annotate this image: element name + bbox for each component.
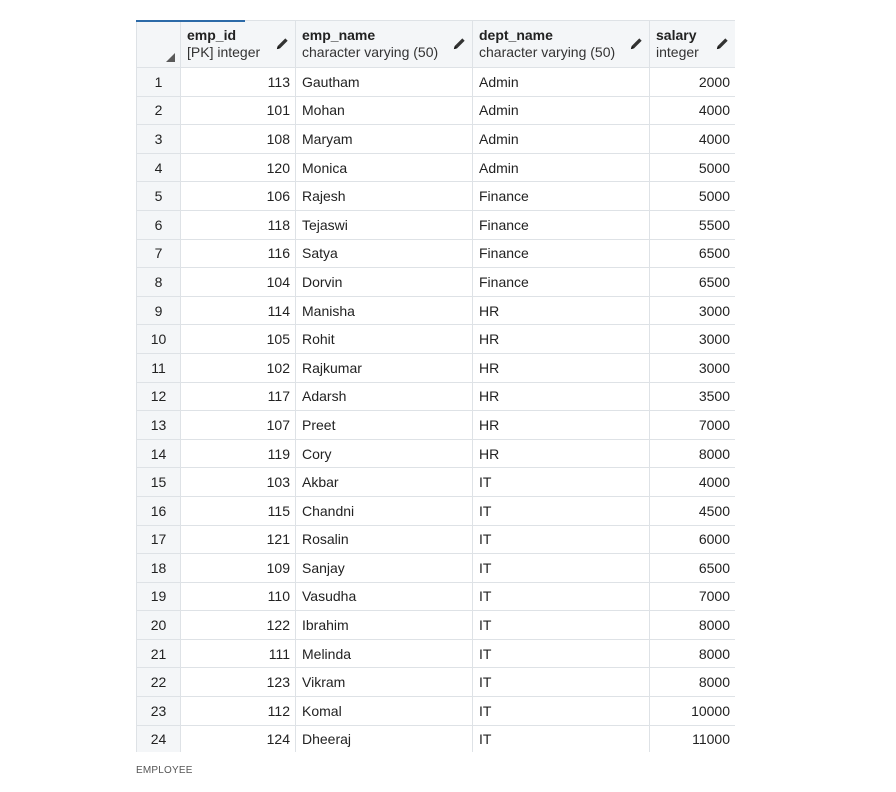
cell-salary[interactable]: 6500 [650, 239, 736, 268]
cell-emp-id[interactable]: 109 [181, 554, 296, 583]
cell-salary[interactable]: 2000 [650, 68, 736, 97]
row-number[interactable]: 9 [137, 296, 181, 325]
cell-salary[interactable]: 7000 [650, 582, 736, 611]
cell-salary[interactable]: 10000 [650, 697, 736, 726]
cell-emp-id[interactable]: 115 [181, 496, 296, 525]
cell-emp-name[interactable]: Gautham [296, 68, 473, 97]
cell-salary[interactable]: 3000 [650, 325, 736, 354]
row-number[interactable]: 23 [137, 697, 181, 726]
cell-emp-name[interactable]: Ibrahim [296, 611, 473, 640]
cell-dept-name[interactable]: IT [473, 496, 650, 525]
column-type: integer [656, 44, 699, 60]
header-row [137, 21, 736, 68]
cell-emp-name[interactable]: Vikram [296, 668, 473, 697]
cell-emp-name[interactable]: Adarsh [296, 382, 473, 411]
table-row[interactable] [137, 268, 736, 297]
pencil-icon[interactable] [275, 36, 290, 51]
cell-salary[interactable]: 8000 [650, 611, 736, 640]
cell-dept-name[interactable]: IT [473, 611, 650, 640]
table-row[interactable] [137, 296, 736, 325]
row-number[interactable]: 20 [137, 611, 181, 640]
column-selection-indicator [136, 20, 245, 22]
column-type: character varying (50) [479, 44, 616, 60]
cell-dept-name[interactable]: IT [473, 639, 650, 668]
cell-emp-id[interactable]: 112 [181, 697, 296, 726]
column-name: emp_name [302, 27, 376, 43]
row-number[interactable]: 16 [137, 496, 181, 525]
pencil-icon[interactable] [715, 36, 730, 51]
cell-emp-name[interactable]: Maryam [296, 125, 473, 154]
cell-dept-name[interactable]: HR [473, 439, 650, 468]
cell-salary[interactable]: 3000 [650, 296, 736, 325]
cell-salary[interactable]: 3500 [650, 382, 736, 411]
cell-emp-id[interactable]: 114 [181, 296, 296, 325]
cell-dept-name[interactable]: IT [473, 697, 650, 726]
cell-salary[interactable]: 8000 [650, 639, 736, 668]
cell-emp-id[interactable]: 103 [181, 468, 296, 497]
cell-emp-name[interactable]: Rajesh [296, 182, 473, 211]
cell-dept-name[interactable]: Admin [473, 96, 650, 125]
row-number[interactable]: 10 [137, 325, 181, 354]
cell-salary[interactable]: 4000 [650, 125, 736, 154]
cell-dept-name[interactable]: Finance [473, 182, 650, 211]
cell-emp-name[interactable]: Preet [296, 411, 473, 440]
cell-dept-name[interactable]: IT [473, 725, 650, 752]
cell-salary[interactable]: 8000 [650, 668, 736, 697]
cell-dept-name[interactable]: Admin [473, 153, 650, 182]
column-header-dept-name[interactable] [473, 21, 650, 68]
table-row[interactable] [137, 582, 736, 611]
row-number[interactable]: 12 [137, 382, 181, 411]
table-row[interactable] [137, 725, 736, 752]
column-name: dept_name [479, 27, 553, 43]
row-number[interactable]: 18 [137, 554, 181, 583]
cell-dept-name[interactable]: HR [473, 382, 650, 411]
cell-emp-id[interactable]: 123 [181, 668, 296, 697]
cell-emp-id[interactable]: 110 [181, 582, 296, 611]
column-header-salary[interactable] [650, 21, 736, 68]
table-row[interactable] [137, 382, 736, 411]
table-row[interactable] [137, 239, 736, 268]
cell-emp-name[interactable]: Monica [296, 153, 473, 182]
row-number[interactable]: 5 [137, 182, 181, 211]
column-type: [PK] integer [187, 44, 261, 60]
cell-emp-name[interactable]: Manisha [296, 296, 473, 325]
cell-emp-name[interactable]: Dheeraj [296, 725, 473, 752]
cell-emp-id[interactable]: 121 [181, 525, 296, 554]
cell-emp-id[interactable]: 117 [181, 382, 296, 411]
row-number[interactable]: 15 [137, 468, 181, 497]
table-row[interactable] [137, 325, 736, 354]
row-number[interactable]: 19 [137, 582, 181, 611]
cell-dept-name[interactable]: IT [473, 582, 650, 611]
corner-triangle-icon [166, 53, 175, 62]
table-row[interactable] [137, 525, 736, 554]
cell-salary[interactable]: 6000 [650, 525, 736, 554]
cell-salary[interactable]: 4000 [650, 468, 736, 497]
cell-emp-name[interactable]: Tejaswi [296, 210, 473, 239]
row-number[interactable]: 3 [137, 125, 181, 154]
table-row[interactable] [137, 68, 736, 97]
cell-emp-id[interactable]: 119 [181, 439, 296, 468]
cell-emp-id[interactable]: 124 [181, 725, 296, 752]
table-row[interactable] [137, 353, 736, 382]
row-number[interactable]: 21 [137, 639, 181, 668]
cell-dept-name[interactable]: IT [473, 525, 650, 554]
cell-dept-name[interactable]: HR [473, 353, 650, 382]
cell-dept-name[interactable]: IT [473, 554, 650, 583]
table-row[interactable] [137, 182, 736, 211]
table-row[interactable] [137, 411, 736, 440]
cell-dept-name[interactable]: Finance [473, 239, 650, 268]
cell-emp-name[interactable]: Rosalin [296, 525, 473, 554]
cell-salary[interactable]: 6500 [650, 268, 736, 297]
row-number[interactable]: 22 [137, 668, 181, 697]
cell-emp-id[interactable]: 116 [181, 239, 296, 268]
cell-emp-id[interactable]: 107 [181, 411, 296, 440]
cell-salary[interactable]: 5000 [650, 182, 736, 211]
cell-emp-name[interactable]: Sanjay [296, 554, 473, 583]
column-name: emp_id [187, 27, 237, 43]
table-row[interactable] [137, 611, 736, 640]
cell-emp-id[interactable]: 118 [181, 210, 296, 239]
pencil-icon[interactable] [629, 36, 644, 51]
cell-dept-name[interactable]: IT [473, 668, 650, 697]
row-number[interactable]: 14 [137, 439, 181, 468]
row-number[interactable]: 4 [137, 153, 181, 182]
cell-dept-name[interactable]: HR [473, 296, 650, 325]
cell-dept-name[interactable]: HR [473, 325, 650, 354]
row-number[interactable]: 1 [137, 68, 181, 97]
cell-dept-name[interactable]: Finance [473, 268, 650, 297]
cell-salary[interactable]: 11000 [650, 725, 736, 752]
cell-dept-name[interactable]: Admin [473, 68, 650, 97]
row-number[interactable]: 13 [137, 411, 181, 440]
row-number[interactable]: 2 [137, 96, 181, 125]
cell-emp-name[interactable]: Cory [296, 439, 473, 468]
table-row[interactable] [137, 554, 736, 583]
table-row[interactable] [137, 210, 736, 239]
cell-emp-name[interactable]: Satya [296, 239, 473, 268]
column-header-emp-id[interactable] [181, 21, 296, 68]
select-all-corner[interactable] [137, 21, 181, 68]
table-row[interactable] [137, 153, 736, 182]
cell-emp-id[interactable]: 111 [181, 639, 296, 668]
cell-emp-id[interactable]: 104 [181, 268, 296, 297]
cell-emp-id[interactable]: 106 [181, 182, 296, 211]
cell-emp-id[interactable]: 113 [181, 68, 296, 97]
cell-salary[interactable]: 7000 [650, 411, 736, 440]
cell-salary[interactable]: 6500 [650, 554, 736, 583]
table-row[interactable] [137, 697, 736, 726]
table-row[interactable] [137, 468, 736, 497]
cell-dept-name[interactable]: IT [473, 468, 650, 497]
cell-salary[interactable]: 5000 [650, 153, 736, 182]
cell-emp-name[interactable]: Akbar [296, 468, 473, 497]
cell-salary[interactable]: 3000 [650, 353, 736, 382]
cell-salary[interactable]: 5500 [650, 210, 736, 239]
cell-dept-name[interactable]: Admin [473, 125, 650, 154]
cell-emp-id[interactable]: 122 [181, 611, 296, 640]
cell-emp-name[interactable]: Komal [296, 697, 473, 726]
pencil-icon[interactable] [452, 36, 467, 51]
row-number[interactable]: 17 [137, 525, 181, 554]
cell-emp-id[interactable]: 101 [181, 96, 296, 125]
cell-emp-name[interactable]: Melinda [296, 639, 473, 668]
cell-salary[interactable]: 4500 [650, 496, 736, 525]
cell-emp-name[interactable]: Rohit [296, 325, 473, 354]
cell-emp-id[interactable]: 108 [181, 125, 296, 154]
cell-emp-name[interactable]: Rajkumar [296, 353, 473, 382]
cell-emp-id[interactable]: 105 [181, 325, 296, 354]
cell-dept-name[interactable]: Finance [473, 210, 650, 239]
data-grid [136, 20, 735, 752]
table-row[interactable] [137, 125, 736, 154]
table-row[interactable] [137, 96, 736, 125]
row-number[interactable]: 11 [137, 353, 181, 382]
cell-salary[interactable]: 8000 [650, 439, 736, 468]
cell-emp-name[interactable]: Chandni [296, 496, 473, 525]
cell-emp-name[interactable]: Mohan [296, 96, 473, 125]
table-row[interactable] [137, 639, 736, 668]
table-caption: EMPLOYEE [136, 765, 193, 776]
table-row[interactable] [137, 668, 736, 697]
column-type: character varying (50) [302, 44, 439, 60]
results-table [136, 20, 735, 752]
cell-emp-name[interactable]: Dorvin [296, 268, 473, 297]
row-number[interactable]: 7 [137, 239, 181, 268]
row-number[interactable]: 6 [137, 210, 181, 239]
table-row[interactable] [137, 439, 736, 468]
cell-salary[interactable]: 4000 [650, 96, 736, 125]
cell-emp-id[interactable]: 120 [181, 153, 296, 182]
row-number[interactable]: 8 [137, 268, 181, 297]
column-header-emp-name[interactable] [296, 21, 473, 68]
cell-emp-name[interactable]: Vasudha [296, 582, 473, 611]
row-number[interactable]: 24 [137, 725, 181, 752]
table-row[interactable] [137, 496, 736, 525]
column-name: salary [656, 27, 697, 43]
cell-dept-name[interactable]: HR [473, 411, 650, 440]
cell-emp-id[interactable]: 102 [181, 353, 296, 382]
